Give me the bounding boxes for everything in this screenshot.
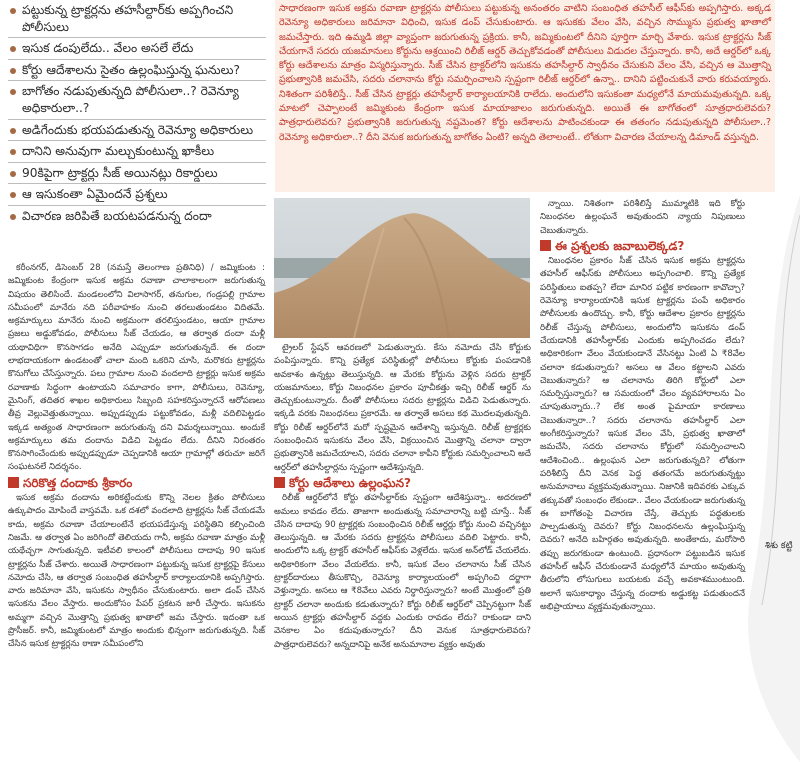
section-subheading [540, 240, 745, 253]
summary-text: సాధారణంగా ఇసుక అక్రమ రవాణా ట్రాక్టర్లను పోలీసులు పట్టుకున్న అనంతరం వాటిని సంబంధిత తహసీల్ ఆఫీస్‌కు అప్పగిస్తారు. అక్కడ రెవెన్యూ అధికారులు జరిమానా విధించి, ఇసుక డంప్ చేసుకుంటారు. ఆ ఇసుకకు వేలం వేసి, వచ్చిన సొమ్మును ప్రభుత్వ ఖాతాలో జమచేస్తారు. ఇది ఉమ్మడి జిల్లా వ్యాప్తంగా జరుగుతున్న ప్రక్రియ. కానీ, జమ్మికుంటలో దీనిని పూర్తిగా మార్చి వేశారు. ఇసుక ట్రాక్టర్లను సీజ్ చేయగానే సదరు యజమానులు కోర్టును ఆశ్రయించి రిలీజ్ ఆర్డర్ తెచ్చుకోవడంతో పోలీసులు విడుదల చేస్తున్నారు. కానీ, అదే ఆర్డర్‌లో ఒక్క కోర్టు ఆదేశాలను మాత్రం విస్మరిస్తున్నారు. సీజ్ చేసిన ట్రాక్టర్‌లోని ఇసుకను తహసీల్దార్ స్వాధీనం చేసుకుని వేలం వేసి, వచ్చిన ఆ మొత్తాన్ని ప్రభుత్వానికి జమచేసి, సదరు చలానాను కోర్టు సమర్పించాలని స్పష్టంగా రిలీజ్ ఆర్డర్‌లో ఉన్నా.. దానిని పట్టించుకునే వారు కరువయ్యారు. నిశితంగా పరిశీలిస్తే.. సీజ్ చేసిన ట్రాక్టర్లు తహసీల్దార్ కార్యాలయానికి రాలేదు. అందులోని ఇసుకంతా మధ్యలోనే మాయమవుతున్నది. ఒక్క మాటలో చెప్పాలంటే జమ్మికుంట కేంద్రంగా ఇసుక మాయాజాలం జరుగుతున్నది. అయితే ఈ బాగోతంలో సూత్రధారులెవరు? పాత్రధారులెవరు? ప్రభుత్వానికి జరుగుతున్న నష్టమెంత? కోర్టు ఆదేశాలను పాటించకుండా ఈ తతంగం నడుపుతున్నది పోలీసులా..? రెవెన్యూ అధికారులా..? దీని వెనుక జరుగుతున్న బాగోతం ఏంటి? అన్నది తెలాలంటే.. లోతుగా విచారణ చేయాలన్న డిమాండ్ వస్తున్నది. [279, 3, 771, 143]
subheading-text: సరికొత్త దందాకు శ్రీకారం [23, 475, 133, 490]
article-paragraph: రిలీజ్ ఆర్డర్‌లోనే కోర్టు తహసీల్దార్‌కు స్పష్టంగా ఆదేశిస్తున్నా.. అదరణలో అమలు కావడం లేదు. తాజాగా అందుతున్న సమాచారాన్ని బట్టి చూస్తే.. సీజ్ చేసిన దాదాపు 90 ట్రాక్టర్లకు సంబంధించిన రిలీజ్ ఆర్డర్లు కోర్టు నుంచి వచ్చినట్టు తెలుస్తున్నది. ఆ మేరకు సదరు ట్రాక్టర్లను పోలీసులు వదిలి పెట్టారు. కానీ, అందులోని ఒక్క ట్రాక్టర్ తహసీల్ ఆఫీస్‌కు వెళ్లలేదు. ఇసుక అన్‌లోడ్ చేయలేదు. అధికారికంగా వేలం వేయలేదు. కానీ, ఇసుక వేలం చలానాను సీజ్ చేసిన ట్రాక్టర్‌దారులు తీసుకొచ్చి, రెవెన్యూ కార్యాలయంలో అప్పగించి దర్జాగా వెళ్తున్నారు. అసలు ఆ ₹8వేలు ఎవరు నిర్ధారిస్తున్నారు? అంటే మొత్తంలో ప్రతి ట్రాక్టర్ చలానా అందుకు కడుతున్నారు? కోర్టు రిలీజ్ ఆర్డర్‌లో చెప్పినట్టుగా సీజ్ అయిన ట్రాక్టర్లు తహసీల్దార్ వద్దకు ఎందుకు రావడం లేదు? రాకుండా దాని వెనకాల ఏం కదుపుతున్నారు? దీని వెనుక సూత్రధారులెవరు? పాత్రధారులెవరు? అన్నదానిపై అనేక అనుమానాల వ్యక్తం అవుతు [274, 493, 531, 650]
side-tag: శిశు కట్టి [765, 541, 793, 551]
article-paragraph: నిబంధనల ప్రకారం సీజ్ చేసిన ఇసుక అక్రమ ట్రాక్టర్లను తహసీల్ ఆఫీస్‌కు పోలీసులు అప్పగించాలి. కొన్ని ప్రత్యేక పరిస్థితులు ఐతప్ప? లేదా మానిర పట్టిక కారణంగా కావొచ్చా? రెవెన్యూ కార్యాలయానికి ఇసుక ట్రాక్టర్లను పంపే అధికారం పోలీసులకు ఉందొచ్చు. కానీ, కోర్టు ఆదేశాల ప్రకారం ట్రాక్టర్లను రిలీజ్ చేస్తున్న పోలీసులు, అందులోని ఇసుకను డంప్ చేయడానికి తహసీల్దార్‌కు ఎందుకు అప్పగించడం లేదు? అధికారికంగా వేలం వేయకుండానే వేసినట్టు ఏంటి ఏ ₹8వేల చలానా కడుతున్నారు? అసలు ఆ వేలం కట్టాలని ఎవరు చెబుతున్నారు? ఆ చలానాను తిరిగి కోర్టులో ఎలా సమర్పిస్తున్నారు? ఆ సమయంలో వేలం వ్యవహారాలను ఏం చూపుతున్నారు..? లేక అంత పైమాయా కారణాలు చెబుతున్నారా..? సదరు చలానాను తహసీల్దార్ ఎలా అంగీకరిస్తున్నారు? ఇసుక వేలం వేసి, ప్రభుత్వ ఖాతాలో జమచేసి, సదరు చలానాను కోర్టులో సమర్పించాలని ఆదేశించింది.. ఉల్లంఘన ఎలా జరుగుతున్నది? లోతుగా పరిశీలిస్తే దీని వెనక పెద్ద తతంగమే జరుగుతున్నట్టు అనుమానాలు వ్యక్తమవుతున్నాయి. నిజానికి ఇదివరకు ఎక్కువ తక్కువతో సంబంధం లేకుండా.. వేలం వేయకుండా జరుగుతున్న ఈ బాగోతంపై విచారణ చేస్తే, తెచ్చుకు పద్ధతులకు పాల్పడుతున్న దెవరు? కోర్టు నిబంధనలను ఉల్లంఘిస్తున్న దెవరు? అనేది బహిర్గతం అవుతున్నది. అంతేకాదు, మరోసారి తప్పు జరుగకుండా ఉంటుంది. ప్రధానంగా పట్టుబడిన ఇసుక తహసీల్ ఆఫీస్ చేరుకుండానే మధ్యలోనే మాయం అవుతున్న తీరులోని లోసుగులు బయటకు వచ్చే అవకాశముంటుంది. అలాగే ఇసుకాధ్యాం చేస్తున్న దందాకు అడ్డుకట్ట పడుతుందనే అభిప్రాయాలు వ్యక్తమవుతున్నాయి. [540, 256, 745, 612]
square-marker-icon [274, 477, 285, 488]
subheading-text: ఈ ప్రశ్నలకు జవాబులెక్కడ? [555, 238, 685, 253]
square-marker-icon [540, 240, 551, 251]
article-paragraph: న్నాయి. నిశితంగా పరిశీలిస్తే ముమ్మాటికి ఇది కోర్టు నిబంధనల ఉల్లంఘనే అవుతుందని న్యాయ నిపుణులు చెబుతున్నారు. [540, 199, 745, 236]
summary-box [275, 0, 775, 192]
highlights-list [8, 2, 266, 229]
highlight-item: ఆ ఇసుకంతా ఏమైందనే ప్రశ్నలు [8, 186, 266, 206]
section-subheading [274, 477, 531, 490]
highlight-item: ఇసుక డంపులేదు.. వేలం అసలే లేదు [8, 40, 266, 60]
sand-pile-image [274, 198, 530, 338]
highlight-item: పట్టుకున్న ట్రాక్టర్లను తహసీల్దార్‌కు అప్పగించని పోలీసులు [8, 2, 266, 38]
highlight-item: దానిని అనువుగా మల్చుకుంటున్న ఖాకీలు [8, 143, 266, 163]
article-paragraph: ఇసుక అక్రమ దందాను అరికట్టేందుకు కొన్ని నెలల క్రితం పోలీసులు ఉక్కుపాదం మోపిందే వాస్తవమే. ఒక దశలో వందలాది ట్రాక్టర్లను సీజ్ చేయడమే కాదు, అక్రమ రవాణా చేయాలంటేనే భయపడేస్తున్న పరిస్థితిని కల్పించింది నిజమే. ఆ తర్వాత ఏం జరిగిందో తెలియదు గానీ, అక్రమ రవాణా మాత్రం మళ్లీ యథేచ్ఛగా సాగుతున్నది. ఇటీవలి కాలంలో పోలీసులు దాదాపు 90 ఇసుక ట్రాక్టర్లను సీజ్ చేశారు. అయితే సాధారణంగా పట్టుకున్న ఇసుక ట్రాక్టర్లపై కేసులు నమోదు చేసి, ఆ తర్వాత సంబంధిత తహసీల్దార్ కార్యాలయానికి అప్పగిస్తారు. వారు జరిమానా వేసి, ఇసుకను స్వాధీనం చేసుకుంటారు. అలా డంప్ చేసిన ఇసుకను వేలం వేస్తారు. అందుకోసం పేపర్ ప్రకటన జారీ చేస్తారు. ఇసుకను అమ్మగా వచ్చిన మొత్తాన్ని ప్రభుత్వ ఖాతాలో జమ చేస్తారు. ఇదంతా ఒక ప్రొసీజర్. కానీ, జమ్మికుంటలో మాత్రం అందుకు భిన్నంగా జరుగుతున్నది. సీజ్ చేసిన ఇసుక ట్రాక్టర్లను ఠాణా సమీపంలోని [8, 493, 265, 650]
square-marker-icon [8, 477, 19, 488]
decorative-wave [740, 195, 800, 762]
column-3 [540, 198, 745, 616]
subheading-text: కోర్టు ఆదేశాలు ఉల్లంఘన? [289, 475, 411, 490]
highlight-item: విచారణ జరిపితే బయటపడనున్న దందా [8, 208, 266, 227]
article-paragraph: కరీంనగర్, డిసెంబర్ 28 (నమస్తే తెలంగాణ ప్రతినిధి) / జమ్మికుంట : జమ్మికుంట కేంద్రంగా ఇసుక అక్రమ రవాణా చాలాకాలంగా జరుగుతున్న విషయం తెలిసిందే. మండలంలోని విలాసాగర్, తనుగుల, గండ్రపల్లి గ్రామాల సమీపంలో మానేరు నది పరీవాహకం నుంచి తరలుతుండటం విదితమే. అక్రమార్కులు మానేరు నుంచి అక్రమంగా తరలిస్తుండటం, ఆయా గ్రామాల ప్రజలు అడ్డుకోవడం, పోలీసులు సీజ్ చేయడం, ఆ తర్వాత దందా మళ్లీ యథావిధిగా కొనసాగడం అనేది ఎప్పుడూ జరుగుతున్నదే. ఈ దందా లాభదాయకంగా ఉండటంతో చాలా మంది ఒకరిని చూసి, మరొకరు ట్రాక్టర్లను కొనుగోలు చేసేస్తున్నారు. పలు గ్రామాల నుంచి వందలాది ట్రాక్టర్లు ఇసుక అక్రమ రవాణాకు సిద్ధంగా ఉంటాయని సమాచారం కాగా, పోలీసులు, రెవెన్యూ, మైనింగ్, తదితర శాఖల అధికారులు సిబ్బంది సహకరిస్తున్నారనే ఆరోపణలు తీవ్ర వెల్లువెత్తుతున్నాయి. అప్పుడప్పుడు పట్టుకోవడం, మళ్లీ వదిలిపెట్టడం ఇక్కడ అత్యంత సాధారణంగా జరుగుతున్న దని విమర్శలున్నాయి. అందుకే అక్రమార్కులు తమ దందాను విడిచి పెట్టడం లేదు. దీనిని నిరంతరం కొనసాగించేందుకు అప్పుడప్పుడూ చెప్పడానికి ఆయా గ్రామాల్లో తరుచూ జరిగే సంఘటనలే నిదర్శనం. [8, 263, 265, 473]
section-subheading [8, 477, 265, 490]
article-paragraph: ట్రైలర్ స్టేషన్ ఆవరణలో పెడుతున్నారు. కేసు నమోదు చేసి కోర్టుకు పంపిస్తున్నారు. కొన్ని ప్రత్యేక పరిస్థితుల్లో పోలీసులు కోర్టుకు పంపడానికి అవకాశం ఉన్నట్లు తెలుస్తున్నది. ఆ మేరకు కోర్టును వెళ్లిన సదరు ట్రాక్టర్ యజమానులు, కోర్టు నిబంధనల ప్రకారం పూచీకత్తు ఇచ్చి రిలీజ్ ఆర్డర్ ను తెచ్చుకుంటున్నారు. దీంతో పోలీసులు సదరు ట్రాక్టర్లను విడిచి పెడుతున్నారు. ఇక్కడి వరకు నిబంధనలు ప్రకారమే. ఆ తర్వాతే అసలు కథ మొదలవుతున్నది. కోర్టు రిలీజ్ ఆర్డర్‌లోనే మరో స్పష్టమైన ఆదేశాన్ని ఇస్తున్నది. రిలీజ్ ట్రాక్టర్లకు సంబంధించిన ఇసుకను వేలం వేసి, విక్రయించిన మొత్తాన్ని చలానా ద్వారా ప్రభుత్వానికి జమచేయాలని, సదరు చలానా కాపీని కోర్టుకు సమర్పించాలని అదే ఆర్డర్‌లో తహసీల్దార్లను స్పష్టంగా ఆదేశిస్తున్నది. [274, 343, 531, 473]
sand-pile-photo [274, 198, 530, 338]
column-1 [8, 262, 265, 654]
highlight-item: బాగోతం నడుపుతున్నది పోలీసులా..? రెవెన్యూ అధికారులా..? [8, 83, 266, 119]
column-2 [274, 342, 531, 654]
highlight-item: కోర్టు ఆదేశాలను సైతం ఉల్లంఘిస్తున్న ఘనులు? [8, 62, 266, 82]
highlight-item: అడిగేందుకు భయపడుతున్న రెవెన్యూ అధికారులు [8, 122, 266, 142]
highlight-item: 90కిపైగా ట్రాక్టర్లు సీజ్ అయినట్లు రికార్డులు [8, 165, 266, 185]
